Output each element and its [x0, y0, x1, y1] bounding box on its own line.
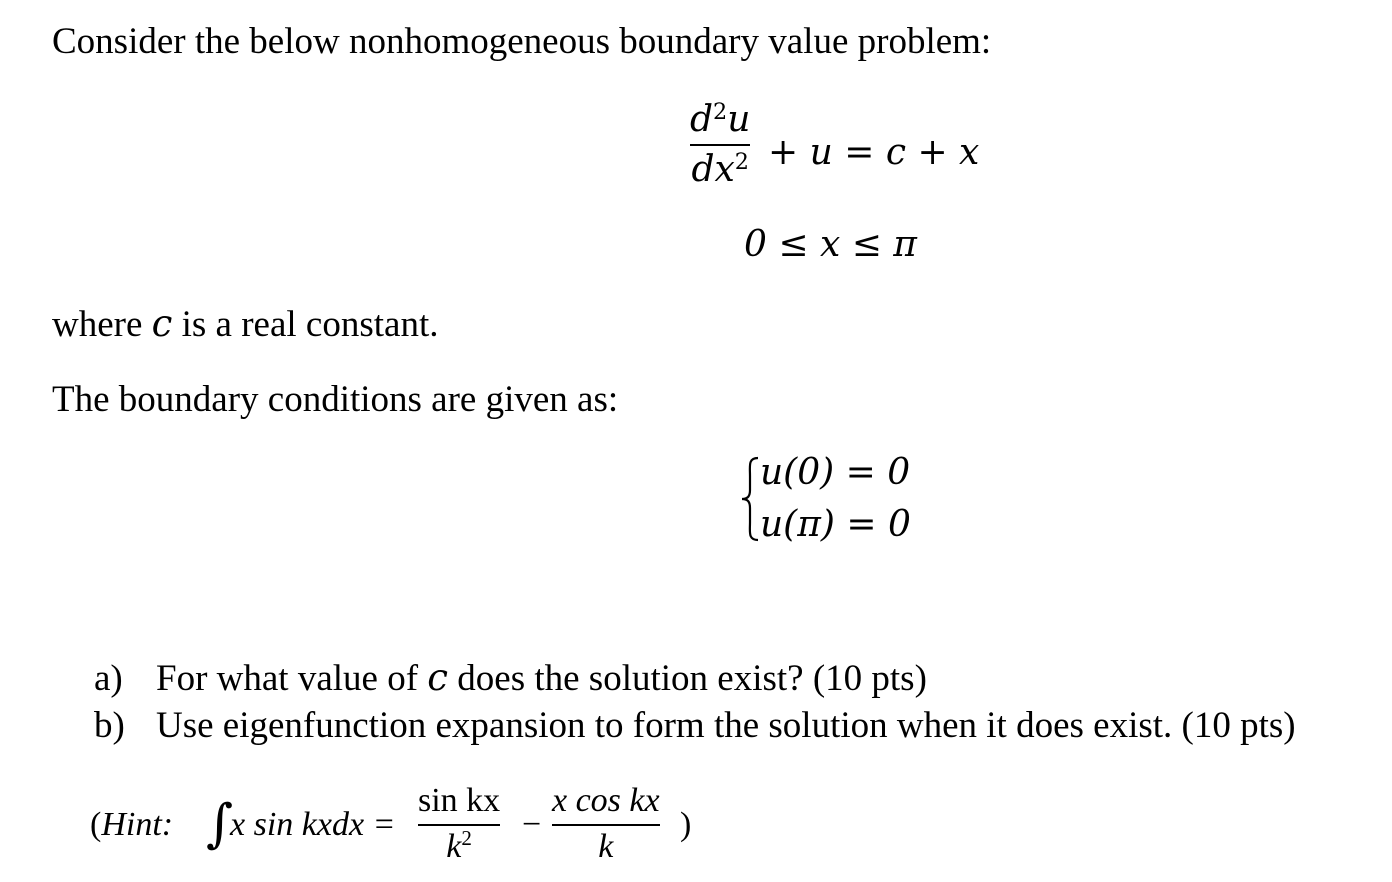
where-suffix: is a real constant. — [172, 304, 439, 345]
hint-prefix — [90, 806, 173, 844]
hint-open-paren: ( — [90, 806, 102, 843]
numerator-exponent: 2 — [713, 98, 728, 125]
hint-fraction-1 — [418, 782, 500, 866]
domain-constraint: 0 ≤ x ≤ π — [744, 224, 917, 265]
question-a-label: a) — [94, 658, 123, 699]
hint-close-paren: ) — [680, 806, 692, 843]
bc-intro-text: The boundary conditions are given as: — [52, 379, 619, 420]
bc-line-2: u(π) = 0 — [760, 504, 911, 545]
fraction-denominator — [691, 148, 749, 190]
derivative-fraction — [690, 98, 751, 190]
denominator-dx: dx — [691, 149, 735, 190]
question-b — [94, 704, 1296, 747]
question-a-var: c — [427, 656, 449, 699]
equation-rhs: + u = c + x — [768, 132, 980, 173]
hint-fraction-2 — [552, 782, 660, 866]
hint-frac2-bar — [552, 824, 660, 826]
integral-sign-icon: ∫ — [206, 794, 234, 854]
numerator-u: u — [727, 99, 751, 140]
where-line — [52, 302, 438, 346]
hint-frac1-bar — [418, 824, 500, 826]
fraction-numerator — [690, 98, 751, 140]
hint-frac1-numerator: sin kx — [418, 782, 501, 819]
question-b-label: b) — [94, 705, 125, 746]
hint-minus: − — [522, 806, 542, 843]
question-a-suffix: does the solution exist? (10 pts) — [448, 658, 927, 699]
hint-frac1-den-exp: 2 — [461, 826, 472, 851]
hint-frac2-numerator: x cos kx — [552, 782, 660, 819]
numerator-d: d — [690, 99, 714, 140]
hint-label: Hint: — [101, 806, 174, 843]
denominator-exponent: 2 — [734, 148, 749, 175]
hint-integrand: x sin kxdx = — [230, 806, 396, 843]
hint-frac1-den-base: k — [446, 828, 462, 865]
where-var: c — [151, 302, 173, 345]
hint-frac1-denominator — [446, 828, 472, 866]
fraction-bar — [690, 144, 750, 146]
left-brace-icon — [740, 456, 762, 542]
question-a-prefix: For what value of — [156, 658, 428, 699]
question-b-text: Use eigenfunction expansion to form the solution when it does exist. (10 pts) — [156, 705, 1296, 746]
intro-text: Consider the below nonhomogeneous boundary value problem: — [52, 21, 992, 62]
where-prefix: where — [52, 304, 152, 345]
hint-frac2-denominator: k — [598, 828, 614, 865]
bc-line-1: u(0) = 0 — [760, 452, 911, 493]
question-a — [94, 656, 927, 700]
